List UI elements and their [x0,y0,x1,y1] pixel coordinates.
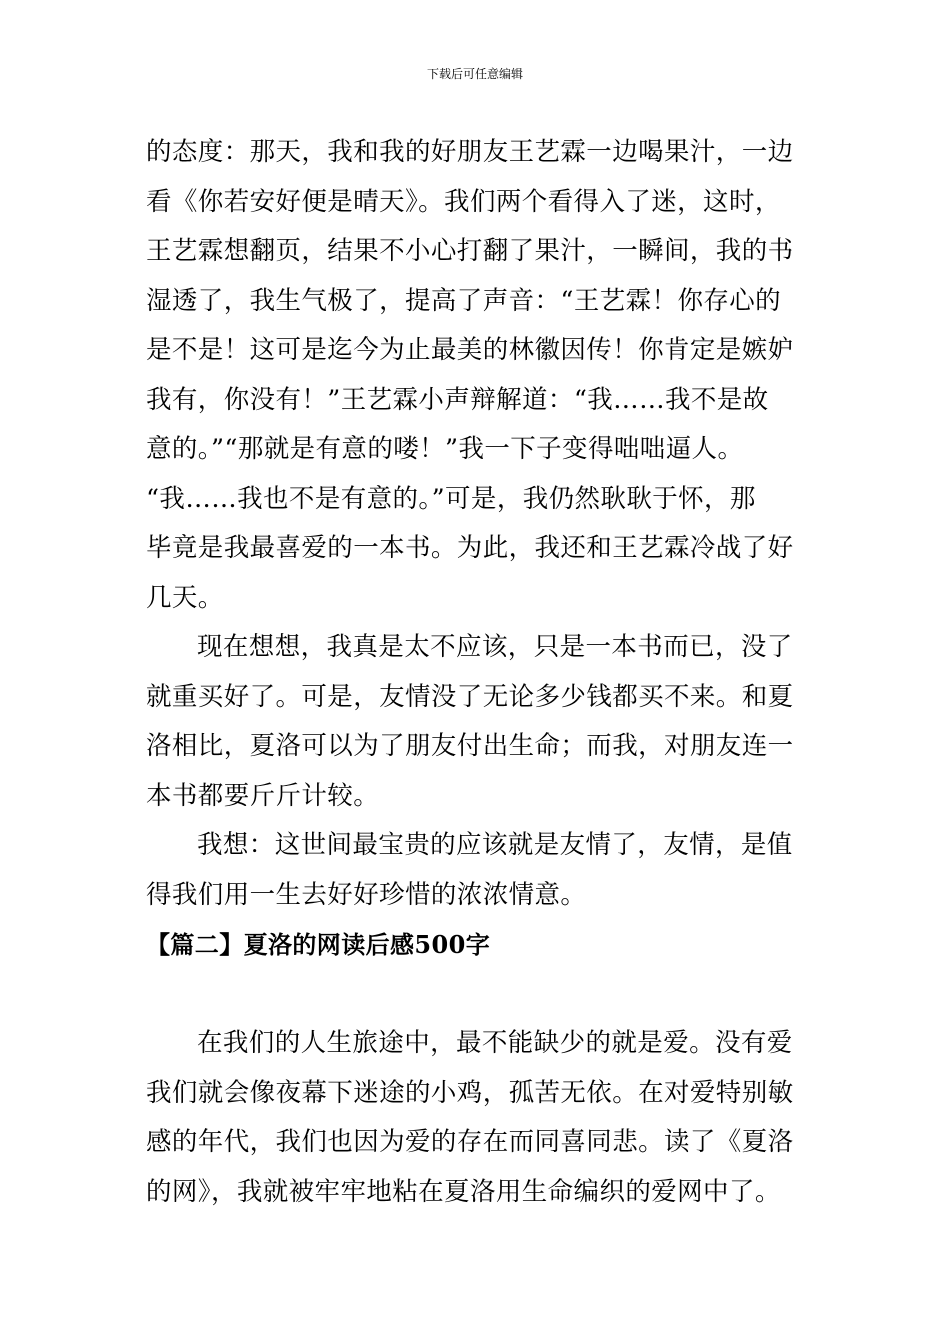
paragraph-line: 就重买好了。可是，友情没了无论多少钱都买不来。和夏 [146,681,794,712]
paragraph-line: 王艺霖想翻页，结果不小心打翻了果汁，一瞬间，我的书 [146,236,794,266]
header-text: 下载后可任意编辑 [426,67,523,81]
paragraph-line: 的态度：那天，我和我的好朋友王艺霖一边喝果汁，一边 [146,137,794,167]
paragraph-2 [146,623,808,821]
blank-line [146,970,808,1020]
paragraph-line: 洛相比，夏洛可以为了朋友付出生命；而我，对朋友连一 [146,731,794,761]
paragraph-line: 湿透了，我生气极了，提高了声音：“王艺霖！你存心的 [146,285,782,316]
paragraph-line: 是不是！这可是迄今为止最美的林徽因传！你肯定是嫉妒 [146,335,794,365]
document-body [146,128,808,1217]
paragraph-line: 我想：这世间最宝贵的应该就是友情了，友情，是值 [197,830,793,860]
paragraph-line: 得我们用一生去好好珍惜的浓浓情意。 [146,879,587,910]
paragraph-line: 几天。 [146,582,224,613]
paragraph-line: 意的。”“那就是有意的喽！”我一下子变得咄咄逼人。 [146,434,744,464]
paragraph-line: 我有，你没有！”王艺霖小声辩解道：“我……我不是故 [146,384,769,415]
section-heading: 【篇二】夏洛的网读后感500字 [146,930,491,959]
paragraph-line: 看《你若安好便是晴天》。我们两个看得入了迷，这时， [146,186,781,217]
section-paragraph [146,1019,808,1217]
paragraph-1 [146,128,808,623]
paragraph-line: 现在想想，我真是太不应该，只是一本书而已，没了 [197,632,793,662]
paragraph-line: 我们就会像夜幕下迷途的小鸡，孤苦无依。在对爱特别敏 [146,1077,794,1108]
paragraph-line: 毕竟是我最喜爱的一本书。为此，我还和王艺霖冷战了好 [146,533,794,563]
paragraph-line: 本书都要斤斤计较。 [146,780,380,811]
paragraph-line: 在我们的人生旅途中，最不能缺少的就是爱。没有爱 [197,1028,793,1058]
page-header [0,66,950,82]
paragraph-3 [146,821,808,920]
paragraph-line: 感的年代，我们也因为爱的存在而同喜同悲。读了《夏洛 [146,1127,794,1157]
paragraph-line: 的网》，我就被牢牢地粘在夏洛用生命编织的爱网中了。 [146,1176,781,1207]
paragraph-line: “我……我也不是有意的。”可是，我仍然耿耿于怀，那 [146,483,756,514]
